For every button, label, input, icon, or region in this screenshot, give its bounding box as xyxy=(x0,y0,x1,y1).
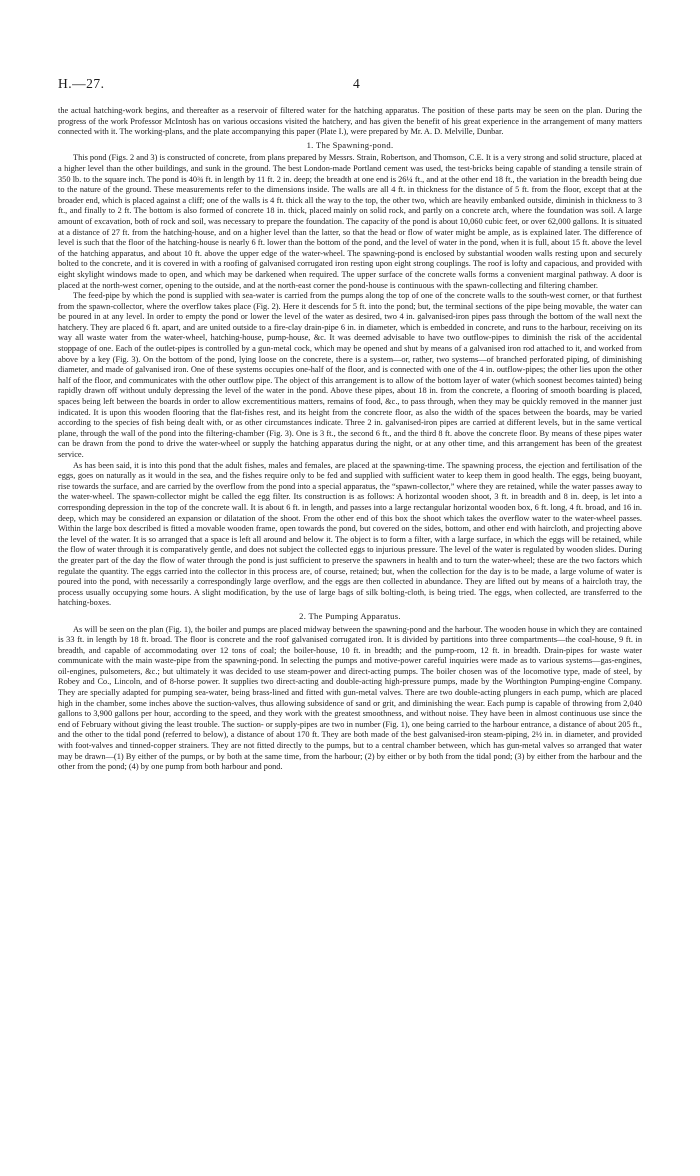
paragraph: As has been said, it is into this pond that the adult fishes, males and females, are placed at the spawning-time. The spawning process, the ejection and fertilisation of the eggs, goes on naturally as it would in the sea, and the fishes require only to be fed and supplied with sufficient water to keep them in good health. The eggs, being buoyant, rise towards the surface, and are carried by the overflow from the pond into a special apparatus, the “spawn-collector,” where they are retained, while the water passes away to the water-wheel. The spawn-collector might be called the egg filter. Its construction is as follows: A horizontal wooden shoot, 3 ft. in breadth and 8 in. deep, is let into a corresponding depression in the top of the concrete wall. It is about 6 ft. in length, and passes into a large rectangular horizontal wooden box, 6 ft. long, 4 ft. broad, and 16 in. deep, which may be considered an expansion or dilatation of the shoot. From the other end of this box the shoot which takes the overflow water to the water-wheel passes. Within the large box described is fitted a movable wooden frame, open towards the pond, but covered on the sides, bottom, and other end with haircloth, and projecting above the level of the water. It is so arranged that a space is left all around and below it. The object is to form a filter, with a large surface, in which the eggs will be retained, while the flow of water through it is comparatively gentle, and does not subject the collected eggs to injurious pressure. The level of the water is regulated by wooden slides. During the greater part of the day the flow of water through the pond is just sufficient to preserve the spawners in health and to turn the water-wheel; these are the two factors which regulate the quantity. The eggs carried into the collector in this process are, of course, retained; but, when the collection for the day is to be made, a large volume of water is poured into the pond, with necessarily a correspondingly large overflow, and the eggs are then collected in abundance. They are lifted out by means of a haircloth tray, the process usually occupying some hours. A slight modification, by the use of large bags of silk bolting-cloth, is being tried. The eggs, when collected, are transferred to the hatching-boxes. xyxy=(58,460,642,608)
page-header xyxy=(58,76,642,96)
section-heading-spawning-pond: 1. The Spawning-pond. xyxy=(306,139,394,150)
section-heading-pumping-apparatus: 2. The Pumping Apparatus. xyxy=(299,610,401,621)
document-code: H.—27. xyxy=(58,76,105,91)
intro-paragraph: the actual hatching-work begins, and thereafter as a reservoir of filtered water for the hatching apparatus. The position of these parts may be seen on the plan. During the progress of the work Professor McIntosh has on various occasions visited the hatchery, and has given the benefit of his great experience in the arrangement of many matters connected with it. The working-plans, and the plate accompanying this paper (Plate I.), were prepared by Mr. A. D. Melville, Dunbar. xyxy=(58,106,642,137)
paragraph: As will be seen on the plan (Fig. 1), the boiler and pumps are placed midway between the spawning-pond and the harbour. The wooden house in which they are contained is 33 ft. in length by 18 ft. broad. The floor is concrete and the roof galvanised corrugated iron. It is divided by partitions into three compartments—the coal-house, 9 ft. in breadth, and capable of accommodating over 12 tons of coal; the boiler-house, 10 ft. in breadth; and the pump-room, 12 ft. in breadth. Drain-pipes for waste water communicate with the main waste-pipe from the spawning-pond. In selecting the pumps and motive-power careful inquiries were made as to various systems—gas-engines, oil-engines, pulsometers, &c.; but ultimately it was decided to use steam-power and direct-acting pumps. The boiler chosen was of the locomotive type, made of steel, by Robey and Co., Lincoln, and of 8-horse power. It supplies two direct-acting and double-acting high-pressure pumps, made by the Worthington Pumping-engine Company. They are specially adapted for pumping sea-water, being brass-lined and fitted with gun-metal valves. There are two double-acting plungers in each pump, which are placed high in the chamber, some inches above the suction-valves, thus allowing subsidence of sand or grit, and diminishing the wear. Each pump is capable of throwing from 2,040 gallons to 3,900 gallons per hour, according to the speed, and they work with the greatest smoothness, and without noise. They have been in almost continuous use since the end of February without giving the least trouble. The suction- or supply-pipes are two in number (Fig. 1), one being carried to the harbour entrance, a distance of about 205 ft., and the other to the tidal pond (referred to below), a distance of about 170 ft. They are both made of the best galvanised-iron steam-piping, 2½ in. in diameter, and provided with foot-valves and tinned-copper strainers. They are not fitted directly to the pumps, but to a central chamber between, which has gun-metal valves so arranged that water may be drawn—(1) By either of the pumps, or by both at the same time, from the harbour; (2) by either or by both from the tidal pond; (3) by either from the harbour and the other from the pond; (4) by one pump from both harbour and pond. xyxy=(58,624,642,772)
paragraph: This pond (Figs. 2 and 3) is constructed of concrete, from plans prepared by Messrs. Strain, Robertson, and Thomson, C.E. It is a very strong and solid structure, placed at a higher level than the other buildings, and sunk in the ground. The best London-made Portland cement was used, the test-bricks being capable of standing a tensile strain of 350 lb. to the square inch. The pond is 40¾ ft. in length by 11 ft. 2 in. deep; the breadth at one end is 26¼ ft., and at the other end 18 ft., the variation in the breadth being due to the nature of the ground. These measurements refer to the dimensions inside. The walls are all 4 ft. in thickness for the distance of 5 ft. from the floor, except that at the broader end, which is placed against a cliff; one of the walls is 4 ft. thick all the way to the top, the other two, which are heavily embanked outside, diminish in thickness to 3 ft., and finally to 2 ft. The bottom is also formed of concrete 18 in. thick, placed mainly on solid rock, and partly on a concrete arch, where the foundation was soil. A large amount of excavation, both of rock and soil, was necessary to prepare the foundation. The capacity of the pond is about 10,060 cubic feet, or over 62,000 gallons. It is situated at a distance of 27 ft. from the hatching-house, and on a higher level than the latter, so that the head or flow of water might be ample, as is explained later. The difference of level is such that the floor of the hatching-house is nearly 6 ft. lower than the bottom of the pond, and the level of water in the pond, when it is full, about 15 ft. above the level of the hatching apparatus, and about 10 ft. above the upper edge of the water-wheel. The spawning-pond is enclosed by substantial wooden walls resting upon and securely bolted to the concrete, and it is covered in with a roofing of galvanised corrugated iron resting upon eight strong couplings. The roof is lofty and capacious, and provided with eight skylight windows made to open, and which may be darkened when required. The upper surface of the concrete walls forms a convenient marginal pathway. A door is placed at the north-west corner, opening to the outside, and at the north-east corner the pond-house is continuous with the spawn-collecting and filtering chamber. xyxy=(58,153,642,290)
page-number: 4 xyxy=(353,76,360,91)
paragraph: The feed-pipe by which the pond is supplied with sea-water is carried from the pumps along the top of one of the concrete walls to the south-west corner, or that furthest from the spawn-collector, where the overflow takes place (Fig. 2). Here it descends for 5 ft. into the pond; but, the terminal sections of the pipe being movable, the water can be poured in at any level. In order to empty the pond or lower the level of the water as desired, two 4 in. galvanised-iron pipes pass through the bottom of the wall next the hatchery. They are placed 6 ft. apart, and are united outside to a fire-clay drain-pipe 6 in. in diameter, which is embedded in concrete, and runs to the harbour, receiving on its way all waste water from the water-wheel, hatching-house, pump-house, &c. It was deemed advisable to have two outflow-pipes to diminish the risk of the accidental stoppage of one. Each of the outlet-pipes is controlled by a gun-metal cock, which may be opened and shut by means of a galvanised iron rod attached to it, and worked from above by a key (Fig. 3). On the bottom of the pond, lying loose on the concrete, there is a system—or, rather, two systems—of branched perforated piping, of diminishing diameter, and made of galvanised iron. One of these systems occupies one-half of the floor, and is connected with one of the 4 in. outflow-pipes; the other lies upon the other half of the floor, and communicates with the other outflow pipe. The object of this arrangement is to allow of the bottom layer of water (which soonest becomes tainted) being rapidly drawn off without unduly depressing the level of the water in the pond. Above these pipes, about 18 in. from the concrete, a flooring of smooth boarding is placed, spaces being left between the boards in order to allow excrementitious matters, remains of food, &c., to pass through, when they may be quickly removed in the manner just indicated. It is upon this wooden flooring that the flat-fishes rest, and its height from the concrete floor, as also the width of the spaces between the boards, may be varied according to the species of fish being dealt with, or as other circumstances indicate. Three 2 in. galvanised-iron pipes are carried at different levels, but in the same vertical plane, through the wall of the pond into the filtering-chamber (Fig. 3). One is 3 ft., the second 6 ft., and the third 8 ft. above the concrete floor. By means of these pipes water can be drawn from the pond to drive the water-wheel or supply the hatching apparatus during the night, or at any other time, and this arrangement has been of the greatest service. xyxy=(58,291,642,459)
document-body xyxy=(58,106,642,773)
